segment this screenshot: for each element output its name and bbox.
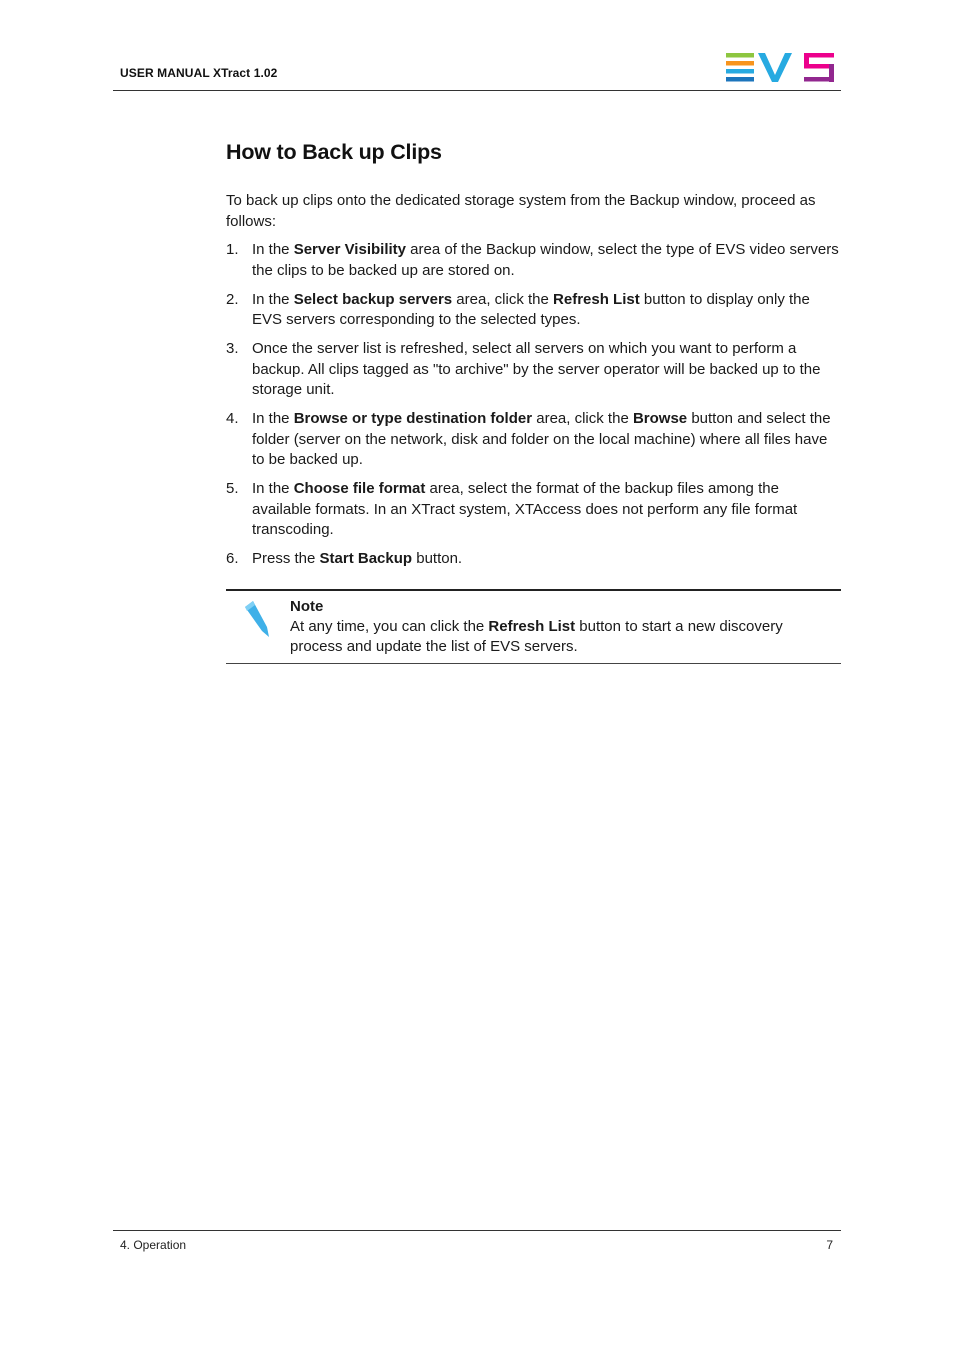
intro-paragraph: To back up clips onto the dedicated storage system from the Backup window, proceed as follows: (226, 192, 816, 230)
text-run: Press the (252, 550, 320, 567)
logo-bar-green (726, 61, 754, 66)
step-item (226, 409, 841, 471)
step-number: 6. (226, 550, 239, 567)
text-run: At any time, you can click the (290, 618, 489, 635)
logo-v (758, 53, 792, 82)
bold-term: Server Visibility (293, 241, 406, 258)
text-run: In the (252, 480, 294, 497)
content (226, 140, 841, 578)
logo-bar-orange (726, 53, 754, 58)
section-title: How to Back up Clips (226, 140, 442, 164)
header-title: USER MANUAL XTract 1.02 (120, 66, 278, 80)
bold-term: Browse (632, 410, 688, 427)
step-number: 2. (226, 290, 239, 308)
text-run: In the (252, 410, 294, 427)
note-title: Note (290, 598, 324, 615)
text-run: button to display only the EVS servers corresponding to the selected types. (252, 290, 810, 328)
bold-term: Browse or type destination folder (293, 410, 533, 427)
step-number: 1. (226, 241, 239, 258)
footer-rule (113, 1230, 841, 1231)
text-run: In the (252, 241, 294, 258)
text-run: button. (412, 550, 463, 567)
logo-s-bottom (804, 77, 834, 82)
step-item (226, 479, 841, 541)
step-item (226, 339, 841, 401)
header-rule (113, 90, 841, 91)
bold-term: Refresh List (553, 290, 640, 308)
text-run: button to start a new discovery process and update the list of EVS servers. (290, 618, 783, 655)
logo-bar-blue (726, 77, 754, 82)
step-number: 5. (226, 480, 239, 497)
step-number: 3. (226, 340, 239, 357)
evs-logo (724, 52, 836, 82)
footer-section: 4. Operation (120, 1238, 187, 1252)
steps-list (226, 240, 841, 570)
step-number: 4. (226, 410, 239, 427)
page-number: 7 (826, 1238, 833, 1252)
text-run: Once the server list is refreshed, select all servers on which you want to perform a backup. All clips tagged as "to archive" by the server operator will be backed up to the storage unit. (252, 340, 821, 398)
step-item (226, 290, 841, 331)
text-run: area, click the (452, 290, 554, 308)
bold-term: Start Backup (319, 550, 413, 567)
text-run: In the (252, 290, 294, 308)
text-run: area of the Backup window, select the type of EVS video servers the clips to be backed up are stored on. (252, 241, 839, 279)
step-item (226, 240, 841, 281)
note-text (290, 597, 835, 657)
note-body (290, 617, 835, 657)
text-run: area, click the (532, 410, 633, 427)
bold-term: Choose file format (293, 480, 426, 497)
bold-term: Refresh List (488, 618, 576, 635)
text-run: button and select the folder (server on the network, disk and folder on the local machine) where all files have to be backed up. (252, 410, 831, 468)
bold-term: Select backup servers (293, 290, 453, 308)
text-run: area, select the format of the backup files among the available formats. In an XTract system, XTAccess does not perform any file format transcoding. (252, 480, 798, 538)
step-item (226, 549, 841, 570)
note-box (226, 589, 841, 664)
pencil-icon (242, 597, 272, 637)
logo-bar-teal (726, 69, 754, 74)
